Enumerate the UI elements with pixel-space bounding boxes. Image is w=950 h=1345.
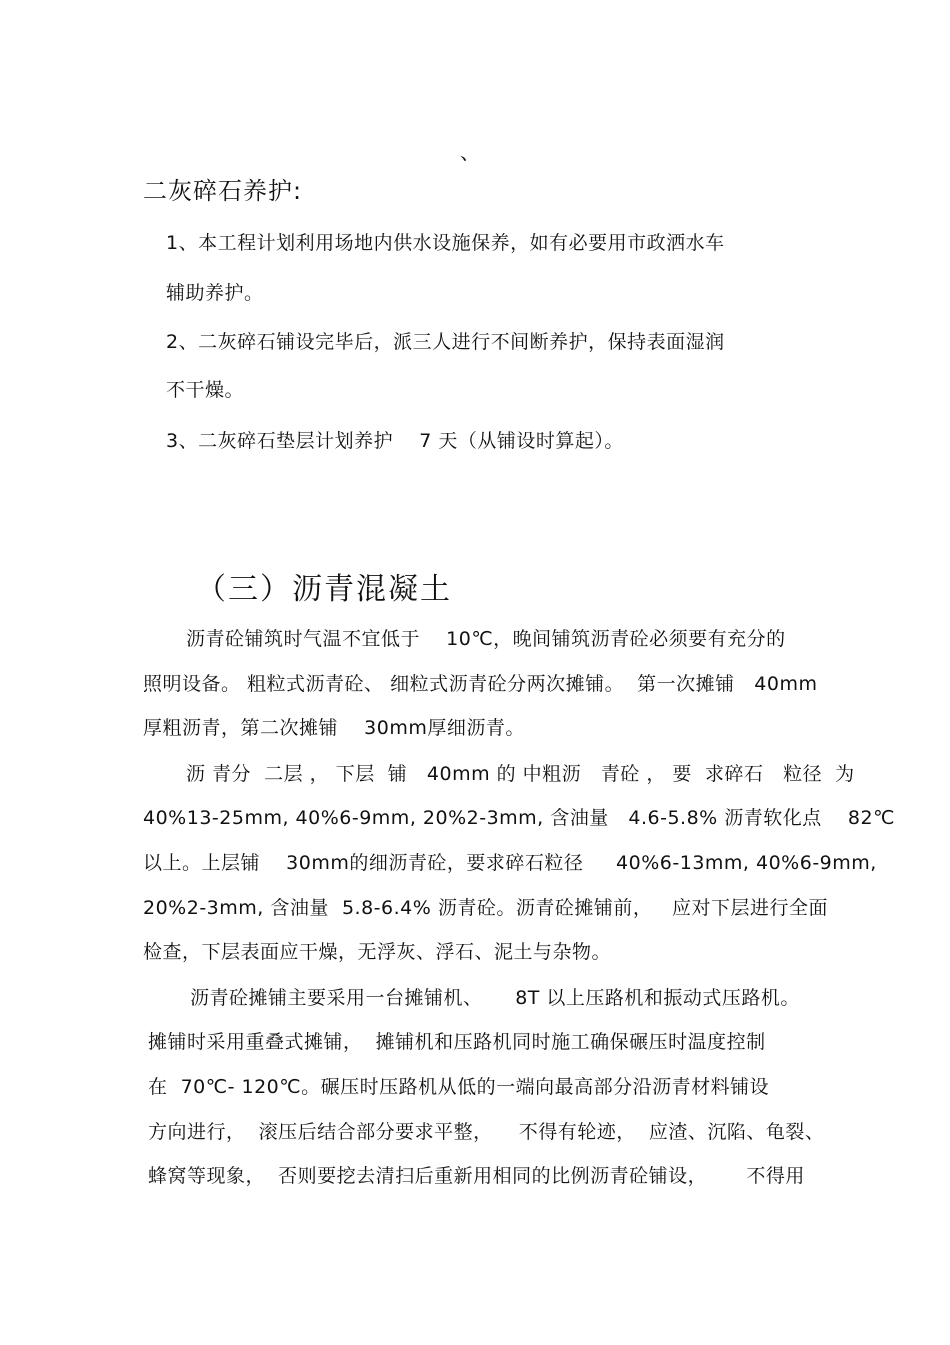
- paragraph-line: 沥青砼铺筑时气温不宜低于 10℃，晚间铺筑沥青砼必须要有充分的: [186, 628, 786, 650]
- paragraph-line: 20%2-3mm, 含油量 5.8-6.4% 沥青砼。沥青砼摊铺前， 应对下层进行全面: [143, 897, 828, 919]
- paragraph-line: 40%13-25mm, 40%6-9mm, 20%2-3mm, 含油量 4.6-5.8% 沥青软化点 82℃: [143, 807, 895, 829]
- paragraph-line: 3、二灰碎石垫层计划养护 7 天（从铺设时算起）。: [166, 430, 624, 452]
- paragraph-line: 2、二灰碎石铺设完毕后，派三人进行不间断养护，保持表面湿润: [166, 331, 725, 353]
- top-mark: 、: [460, 140, 480, 164]
- paragraph-line: 照明设备。 粗粒式沥青砼、 细粒式沥青砼分两次摊铺。 第一次摊铺 40mm: [143, 673, 818, 695]
- paragraph-line: 检查，下层表面应干燥，无浮灰、浮石、泥土与杂物。: [143, 941, 612, 963]
- paragraph-line: 摊铺时采用重叠式摊铺， 摊铺机和压路机同时施工确保碾压时温度控制: [148, 1031, 766, 1053]
- section-heading-asphalt: （三）沥青混凝土: [196, 572, 452, 607]
- paragraph-line: 在 70℃- 120℃。碾压时压路机从低的一端向最高部分沿沥青材料铺设: [148, 1076, 770, 1098]
- paragraph-line: 沥 青分 二层 ， 下层 铺 40mm 的 中粗沥 青砼 ， 要 求碎石 粒径 为: [186, 763, 855, 785]
- paragraph-line: 蜂窝等现象， 否则要挖去清扫后重新用相同的比例沥青砼铺设， 不得用: [148, 1165, 805, 1187]
- paragraph-line: 方向进行， 滚压后结合部分要求平整， 不得有轮迹， 应渣、沉陷、龟裂、: [148, 1121, 825, 1143]
- section-heading-curing: 二灰碎石养护:: [143, 177, 303, 205]
- paragraph-line: 不干燥。: [166, 379, 245, 401]
- paragraph-line: 厚粗沥青，第二次摊铺 30mm厚细沥青。: [143, 717, 525, 739]
- paragraph-line: 以上。上层铺 30mm的细沥青砼，要求碎石粒径 40%6-13mm, 40%6-9mm,: [143, 852, 877, 874]
- paragraph-line: 沥青砼摊铺主要采用一台摊铺机、 8T 以上压路机和振动式压路机。: [190, 987, 800, 1009]
- paragraph-line: 1、本工程计划利用场地内供水设施保养，如有必要用市政洒水车: [166, 232, 725, 254]
- paragraph-line: 辅助养护。: [166, 282, 264, 304]
